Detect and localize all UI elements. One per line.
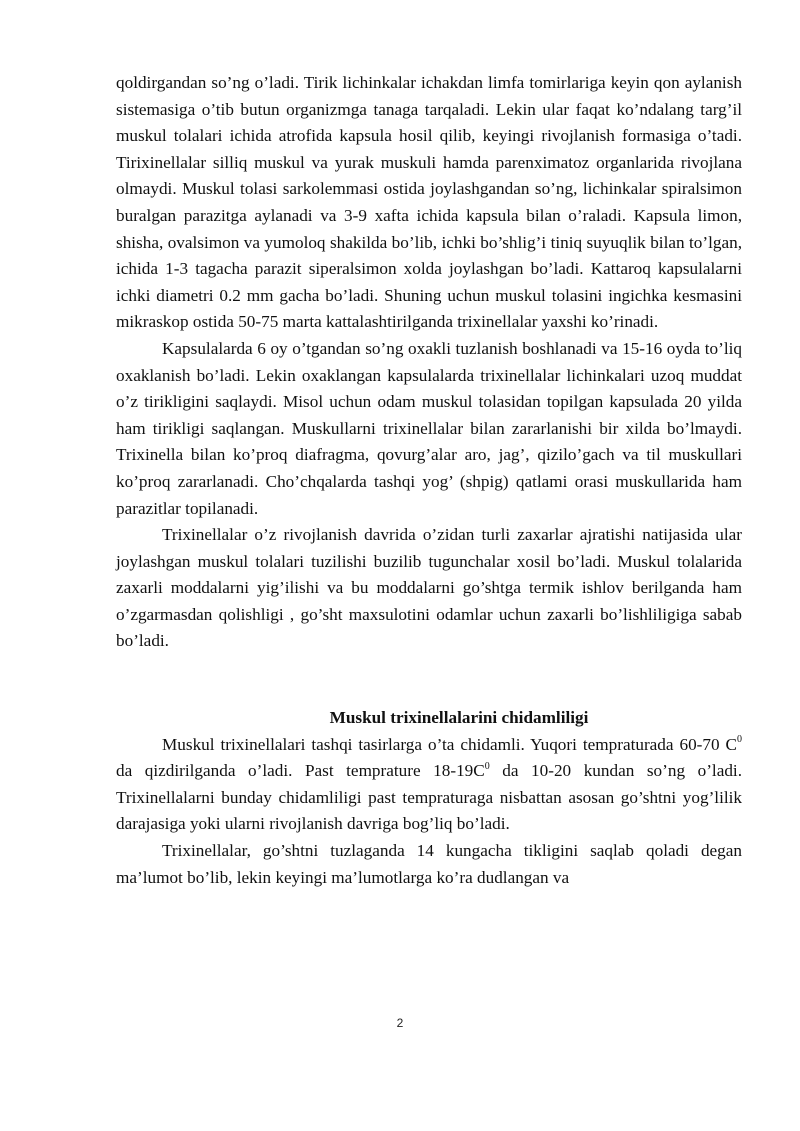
section-spacer	[116, 655, 742, 705]
resistance-text-a: Muskul trixinellalari tashqi tasirlarga o’ta chidamli. Yuqori tempraturada 60-70 C	[162, 734, 737, 754]
paragraph-calcification: Kapsulalarda 6 oy o’tgandan so’ng oxakli tuzlanish boshlanadi va 15-16 oyda to’liq oxaklanish bo’ladi. Lekin oxaklangan kapsulalarda trixinellalar lichinkalari uzoq muddat o’z tirikligini saqlaydi. Misol uchun odam muskul tolasidan topilgan kapsulada 20 yilda ham tirikligi saqlangan. Muskullarni trixinellalar bilan zararlanishi bir xilda bo’lmaydi. Trixinella bilan ko’proq diafragma, qovurg’alar aro, jag’, qizilo’gach va til muskullari ko’proq zararlanadi. Cho’chqalarda tashqi yog’ (shpig) qatlami orasi muskullarida ham parazitlar topilanadi.	[116, 338, 742, 518]
paragraph-resistance	[116, 732, 742, 838]
paragraph-toxins: Trixinellalar o’z rivojlanish davrida o’zidan turli zaxarlar ajratishi natijasida ular joylashgan muskul tolalari tuzilishi buzilib tugunchalar xosil bo’ladi. Muskul tolalarida zaxarli moddalarni yig’ilishi va bu moddalarni go’shtga termik ishlov berilganda ham o’zgarmasdan qolishligi , go’sht maxsulotini odamlar uchun zaxarli bo’lishliligiga sabab bo’ladi.	[116, 525, 742, 651]
resistance-text-c: da 10-20 kundan so’ng o’ladi. Trixinellalarni bunday chidamliligi past tempraturaga nisbattan asosan go’shtni yog’lilik darajasiga yoki ularni rivojlanish davriga bog’liq bo’ladi.	[116, 761, 742, 834]
degree-superscript: 0	[737, 733, 742, 745]
degree-superscript: 0	[484, 760, 490, 772]
section-heading: Muskul trixinellalarini chidamliligi	[329, 708, 589, 728]
page-body	[116, 70, 742, 891]
page-number: 2	[396, 1016, 404, 1030]
paragraph-salting: Trixinellalar, go’shtni tuzlaganda 14 kungacha tikligini saqlab qoladi degan ma’lumot bo’lib, lekin keyingi ma’lumotlarga ko’ra dudlangan va	[116, 841, 742, 887]
paragraph-continuation: qoldirgandan so’ng o’ladi. Tirik lichinkalar ichakdan limfa tomirlariga keyin qon aylanish sistemasiga o’tib butun organizmga tanaga tarqaladi. Lekin ular faqat ko’ndalang targ’il muskul tolalari ichida atrofida kapsula hosil qilib, keyingi rivojlanish formasiga o’tadi. Tirixinellalar silliq muskul va yurak muskuli hamda parenximatoz organlarida rivojlana olmaydi. Muskul tolasi sarkolemmasi ostida joylashgandan so’ng, lichinkalar spiralsimon buralgan parazitga aylanadi va 3-9 xafta ichida kapsula bilan o’raladi. Kapsula limon, shisha, ovalsimon va yumoloq shakilda bo’lib, ichki bo’shlig’i tiniq suyuqlik bilan to’lgan, ichida 1-3 tagacha parazit siperalsimon xolda joylashgan bo’ladi. Kattaroq kapsulalarni ichki diametri 0.2 mm gacha bo’ladi. Shuning uchun muskul tolasini ingichka kesmasini mikraskop ostida 50-75 marta kattalashtirilganda trixinellalar yaxshi ko’rinadi.	[116, 73, 742, 332]
resistance-text-b: da qizdirilganda o’ladi. Past temprature 18-19C	[116, 761, 485, 781]
